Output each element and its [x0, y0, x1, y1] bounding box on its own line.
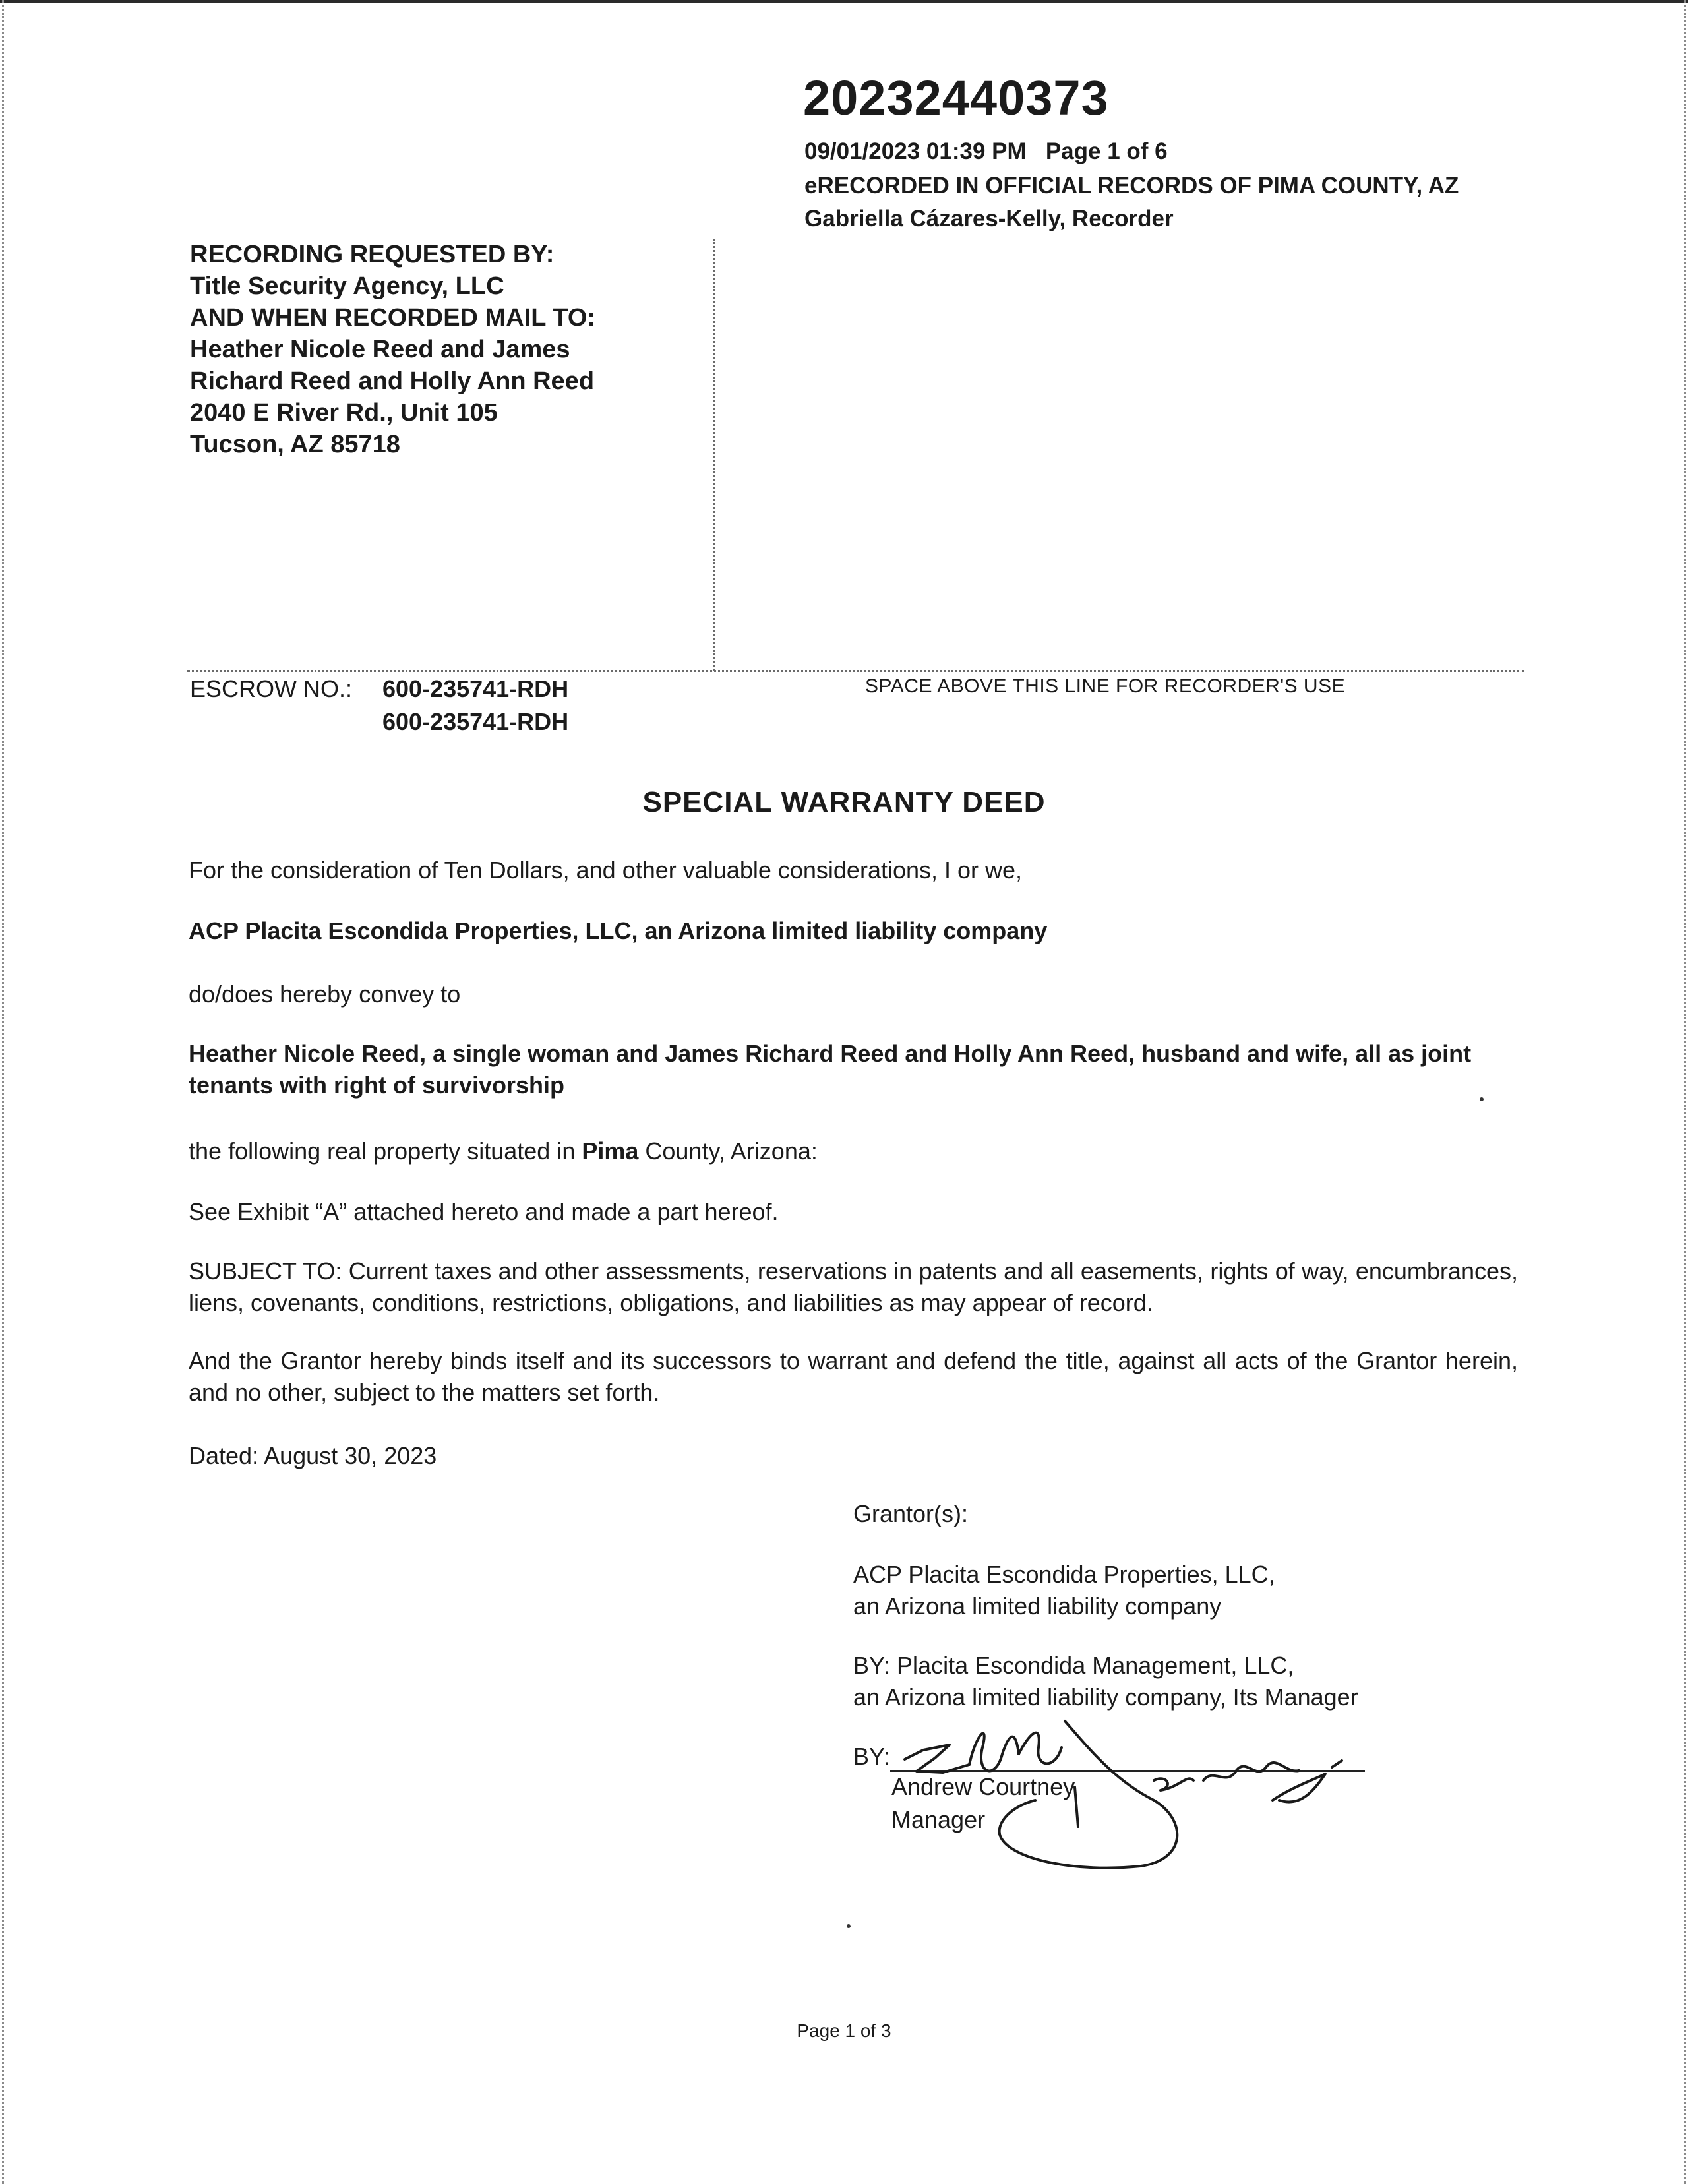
signature-stroke [969, 1734, 1019, 1771]
handwritten-signature [877, 1708, 1418, 1893]
recording-page-info: Page 1 of 6 [1045, 138, 1168, 164]
deed-title: SPECIAL WARRANTY DEED [642, 786, 1046, 818]
grantors-label: Grantor(s): [853, 1500, 969, 1527]
signature-stroke [1019, 1733, 1062, 1764]
escrow-number-1: 600-235741-RDH [382, 675, 569, 702]
requested-by-label: RECORDING REQUESTED BY: [190, 241, 555, 268]
warranty-paragraph: And the Grantor hereby binds itself and its successors to warrant and defend the title, against all acts of the Grantor herein, and no other, subject to the matters set forth. [189, 1347, 1518, 1406]
consideration-paragraph: For the consideration of Ten Dollars, and other valuable considerations, I or we, [189, 857, 1023, 884]
grantees: Heather Nicole Reed, a single woman and James Richard Reed and Holly Ann Reed, husband and wife, all as joint tenants with right of survivorship [189, 1040, 1472, 1099]
requested-by-value: Title Security Agency, LLC [190, 272, 504, 300]
recorded-line: eRECORDED IN OFFICIAL RECORDS OF PIMA COUNTY, AZ [804, 173, 1459, 198]
signer-name: Andrew Courtney [891, 1773, 1075, 1800]
signer-title: Manager [891, 1806, 986, 1833]
recording-date-time: 09/01/2023 01:39 PM [804, 138, 1027, 164]
property-prefix: the following real property situated in [189, 1138, 582, 1165]
escrow-label: ESCROW NO.: [190, 675, 353, 702]
signature-stroke [1075, 1787, 1078, 1827]
page-footer: Page 1 of 3 [797, 2020, 891, 2041]
subject-to-paragraph: SUBJECT TO: Current taxes and other assessments, reservations in patents and all easements, rights of way, encumbrances, liens, covenants, conditions, restrictions, obligations, and liabilities as may appear of record. [189, 1258, 1518, 1316]
grantor-entity-line-1: ACP Placita Escondida Properties, LLC, [853, 1561, 1275, 1588]
escrow-number-2: 600-235741-RDH [382, 708, 569, 735]
property-suffix: County, Arizona: [638, 1138, 818, 1165]
scan-left-edge [2, 0, 4, 2184]
scan-right-edge [1684, 0, 1686, 2184]
scan-top-edge [0, 0, 1688, 3]
document-number: 20232440373 [803, 71, 1109, 125]
recorder-space-line [187, 670, 1524, 672]
grantor-entity: ACP Placita Escondida Properties, LLC, an Arizona limited liability company [189, 917, 1048, 944]
mail-to-address-line-2: Tucson, AZ 85718 [190, 431, 400, 458]
recording-mail-block [190, 239, 595, 460]
signature-stroke [1203, 1763, 1299, 1780]
signature-by-label: BY: [853, 1743, 891, 1770]
recorder-use-note: SPACE ABOVE THIS LINE FOR RECORDER'S USE [865, 675, 1346, 697]
recorder-name: Gabriella Cázares-Kelly, Recorder [804, 206, 1174, 231]
convey-text: do/does hereby convey to [189, 981, 461, 1008]
manager-entity-line-1: BY: Placita Escondida Management, LLC, [853, 1652, 1294, 1679]
dated-line: Dated: August 30, 2023 [189, 1442, 437, 1469]
stray-mark [1480, 1097, 1484, 1101]
property-county: Pima [582, 1138, 639, 1165]
signature-stroke [905, 1745, 969, 1773]
signature-stroke [1273, 1774, 1325, 1802]
mail-to-name-line-2: Richard Reed and Holly Ann Reed [190, 367, 595, 395]
stray-mark [847, 1924, 851, 1928]
mail-to-label: AND WHEN RECORDED MAIL TO: [190, 304, 596, 332]
mail-to-name-line-1: Heather Nicole Reed and James [190, 336, 570, 363]
exhibit-reference: See Exhibit “A” attached hereto and made a part hereof. [189, 1198, 779, 1225]
signature-stroke [1154, 1778, 1193, 1790]
recording-date-line [804, 138, 1168, 165]
grantor-entity-line-2: an Arizona limited liability company [853, 1592, 1222, 1620]
recorder-box-divider [713, 239, 715, 671]
manager-entity-line-2: an Arizona limited liability company, Its Manager [853, 1684, 1358, 1711]
property-location [189, 1136, 1518, 1167]
mail-to-address-line-1: 2040 E River Rd., Unit 105 [190, 399, 498, 427]
signature-stroke [1332, 1761, 1342, 1767]
